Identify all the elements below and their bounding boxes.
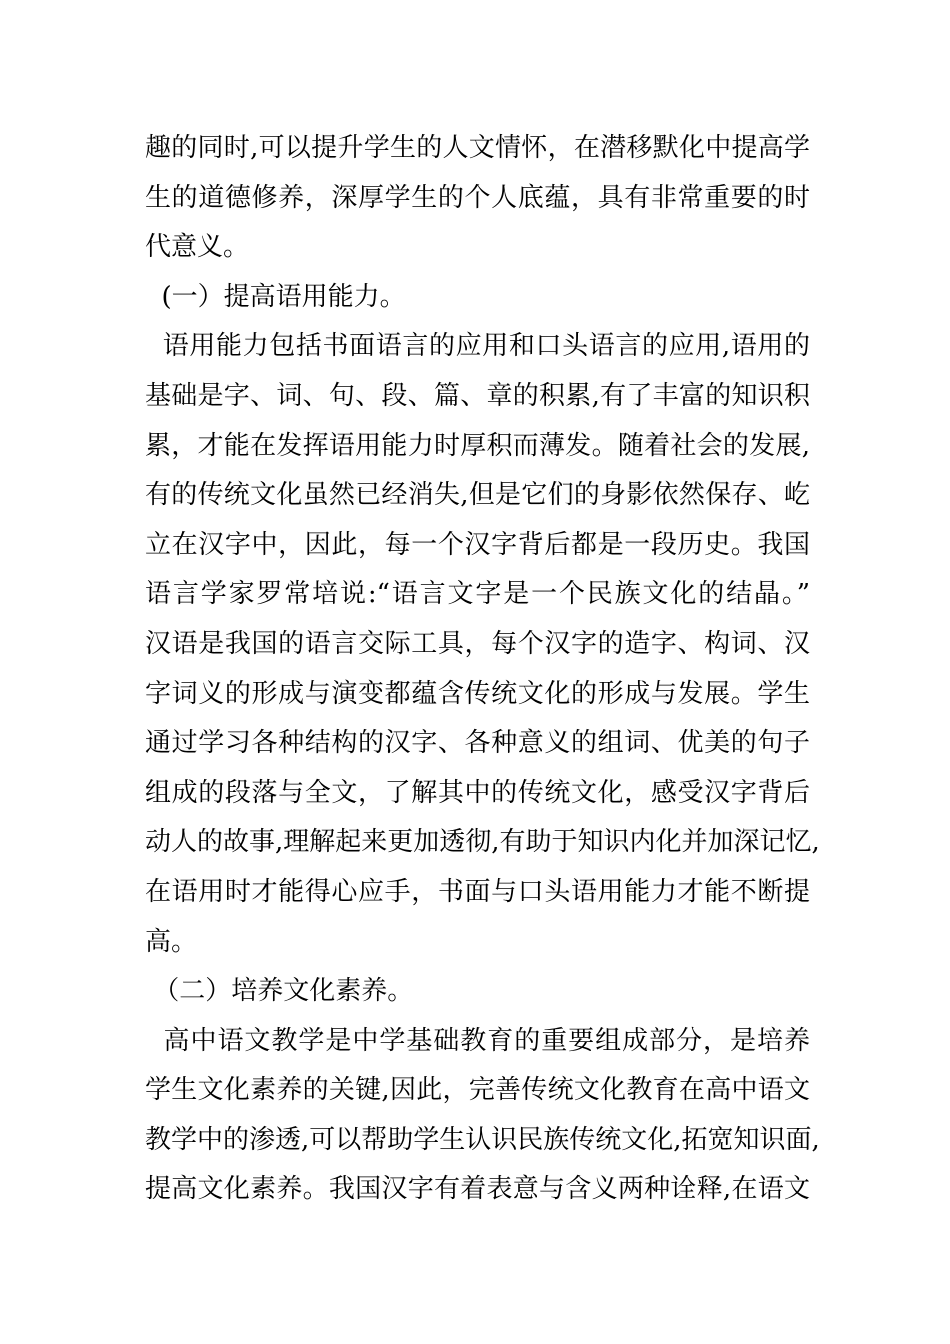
text-line: 高。	[145, 926, 198, 957]
section-heading-2: （二）培养文化素养。	[145, 976, 414, 1007]
text-line: 累，才能在发挥语用能力时厚积而薄发。随着社会的发展,	[145, 430, 810, 461]
text-line: 生的道德修养，深厚学生的个人底蕴，具有非常重要的时	[145, 182, 810, 213]
text-line: 代意义。	[145, 232, 250, 263]
text-line: 提高文化素养。我国汉字有着表意与含义两种诠释,在语文	[145, 1174, 810, 1205]
text-line: 趣的同时,可以提升学生的人文情怀，在潜移默化中提高学	[145, 133, 810, 163]
text-line: 通过学习各种结构的汉字、各种意义的组词、优美的句子	[145, 728, 810, 759]
body-text	[145, 124, 820, 1215]
text-line: 语言学家罗常培说:“语言文字是一个民族文化的结晶。”	[145, 579, 810, 610]
text-line: 字词义的形成与演变都蕴含传统文化的形成与发展。学生	[145, 678, 810, 709]
section-heading-1: (一）提高语用能力。	[145, 281, 406, 312]
text-line: 组成的段落与全文，了解其中的传统文化，感受汉字背后	[145, 777, 810, 808]
text-line: 高中语文教学是中学基础教育的重要组成部分，是培养	[145, 1025, 810, 1056]
text-line: 立在汉字中，因此，每一个汉字背后都是一段历史。我国	[145, 529, 810, 560]
text-line: 语用能力包括书面语言的应用和口头语言的应用,语用的	[145, 331, 810, 362]
text-line: 动人的故事,理解起来更加透彻,有助于知识内化并加深记忆,	[145, 827, 820, 858]
text-line: 汉语是我国的语言交际工具，每个汉字的造字、构词、汉	[145, 628, 810, 659]
text-line: 基础是字、词、句、段、篇、章的积累,有了丰富的知识积	[145, 380, 810, 411]
text-line: 在语用时才能得心应手，书面与口头语用能力才能不断提	[145, 876, 810, 907]
text-line: 有的传统文化虽然已经消失,但是它们的身影依然保存、屹	[145, 480, 810, 511]
text-line: 学生文化素养的关键,因此，完善传统文化教育在高中语文	[145, 1075, 810, 1106]
text-line: 教学中的渗透,可以帮助学生认识民族传统文化,拓宽知识面,	[145, 1124, 820, 1155]
